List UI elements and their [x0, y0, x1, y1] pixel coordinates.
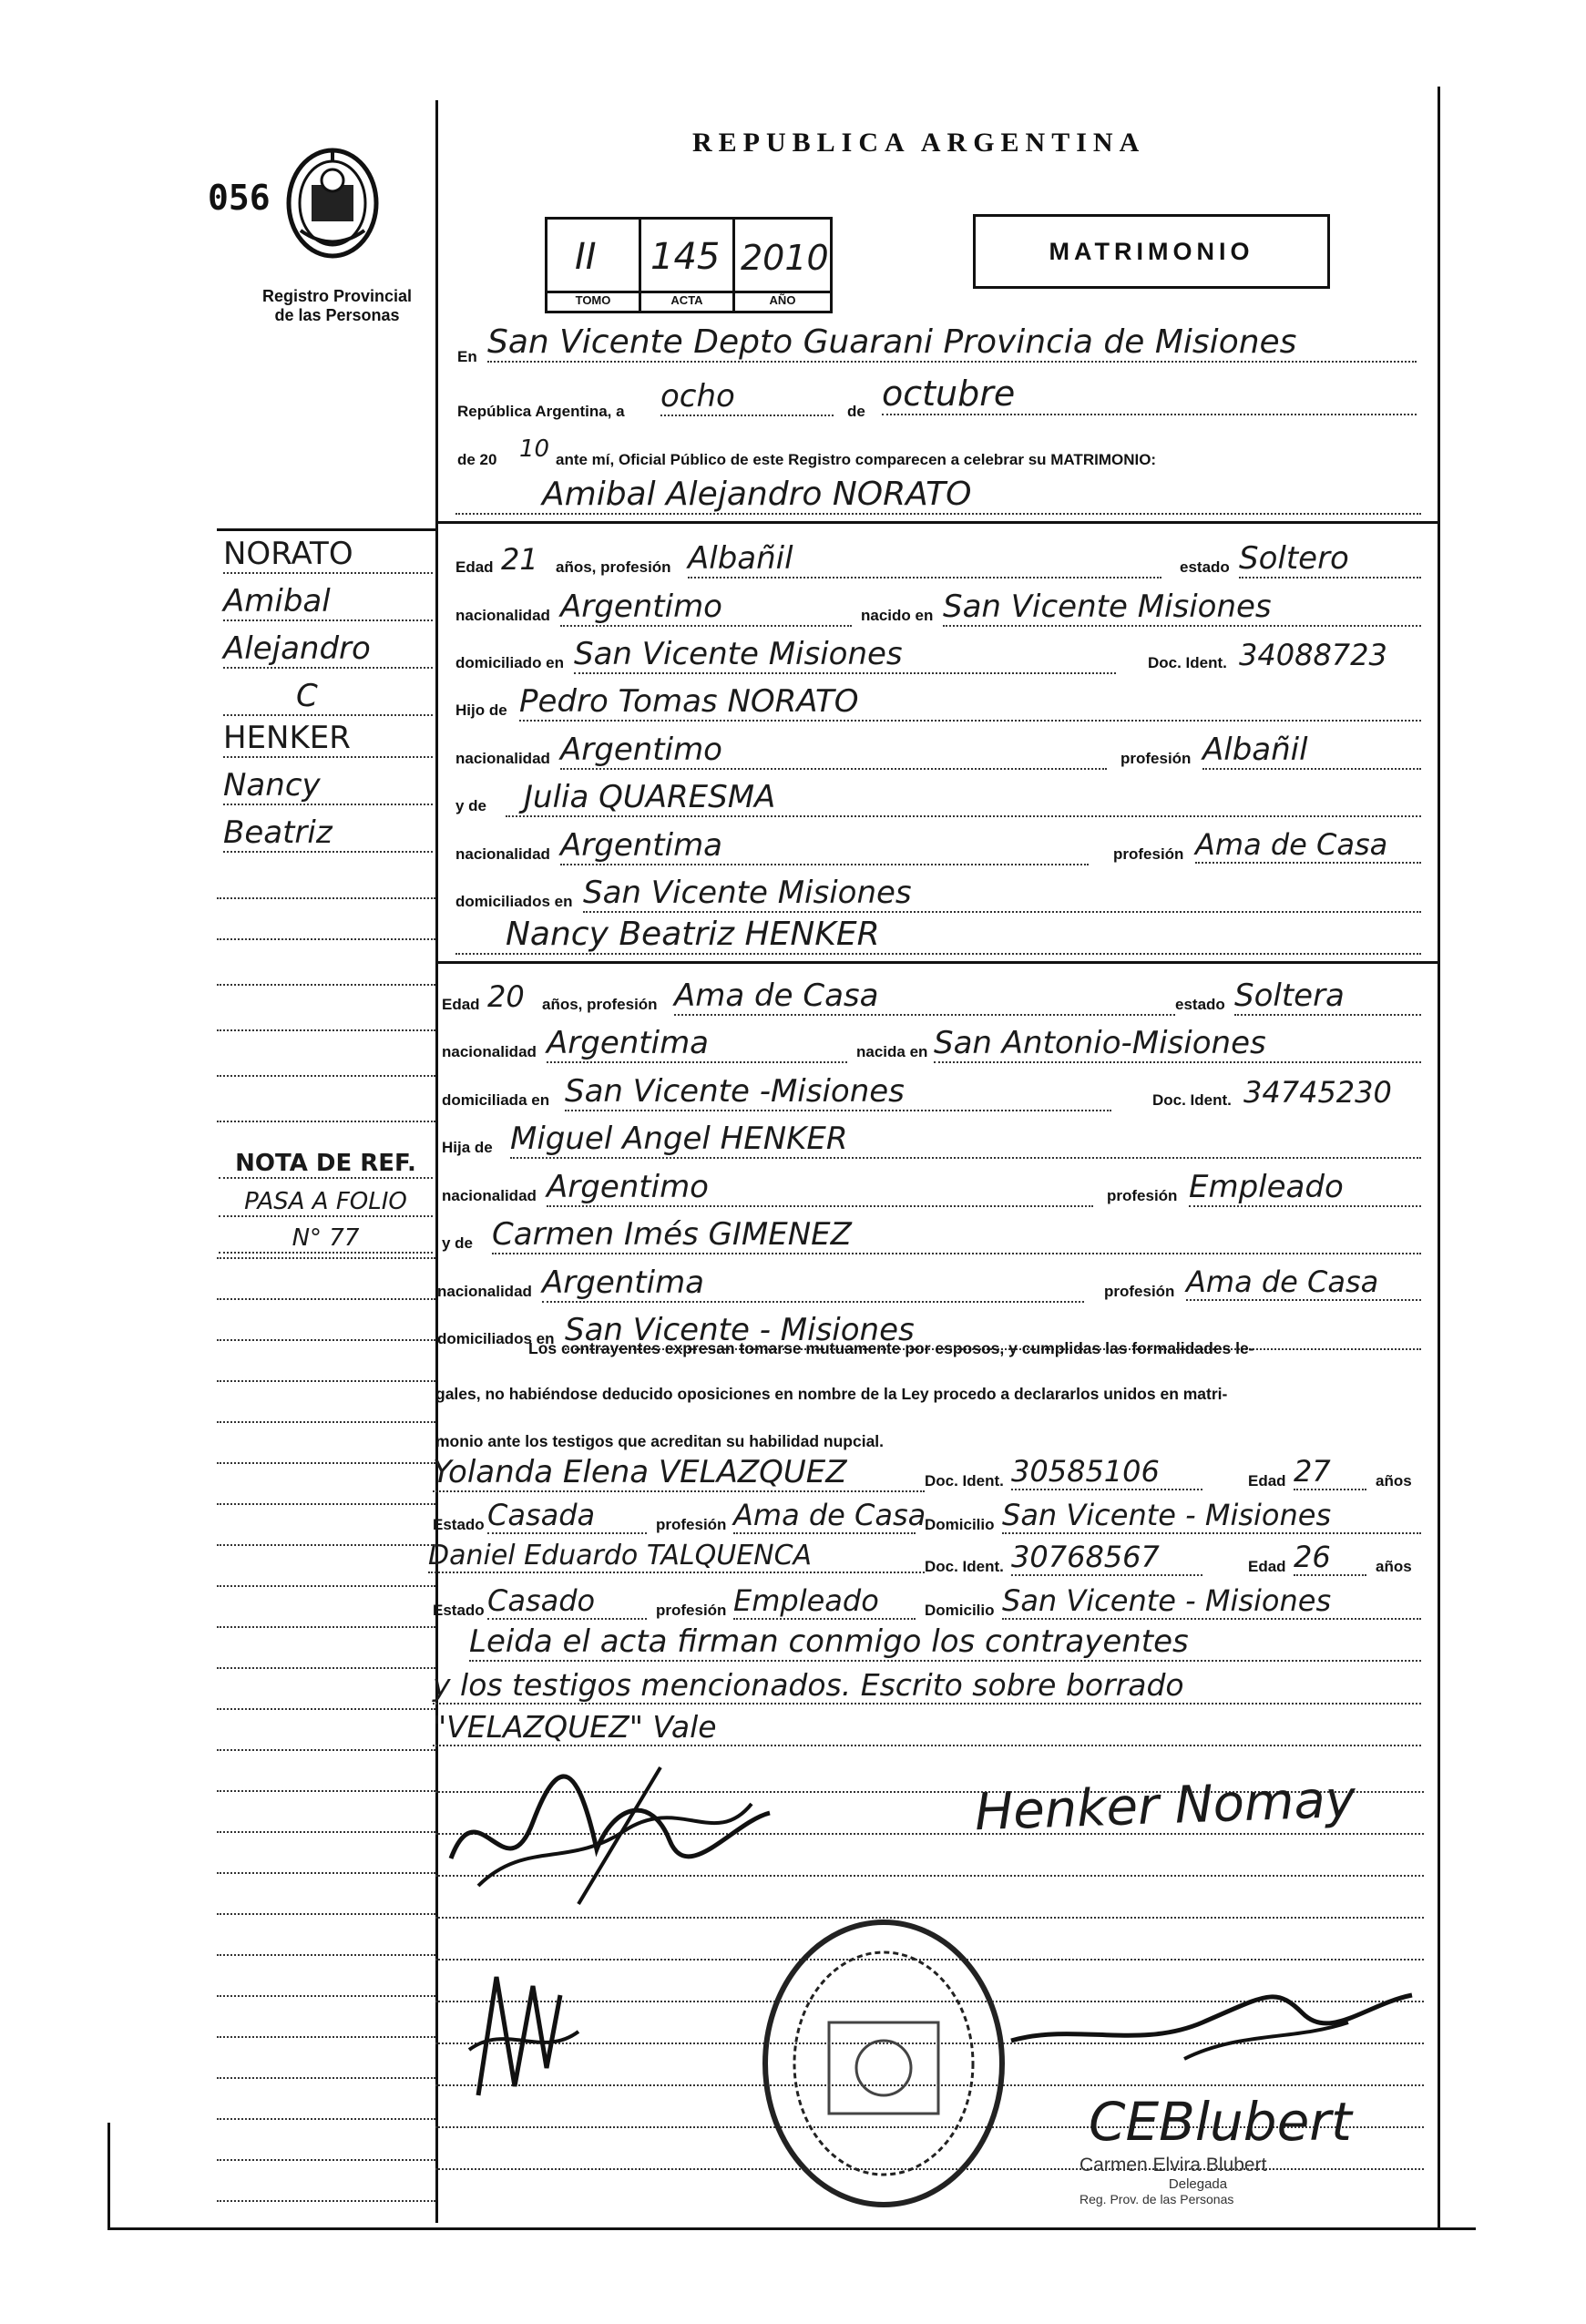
groom-row-domicilio — [428, 638, 1421, 683]
groom-doc-value: 34088723 — [1239, 638, 1387, 672]
groom-padres-dom-label: domiciliados en — [455, 893, 573, 910]
witness1-domicilio-value: San Vicente - Misiones — [1002, 1498, 1421, 1534]
groom-row-mother-nac — [428, 829, 1421, 875]
month-value: octubre — [882, 374, 1417, 415]
groom-edad-value: 21 — [501, 542, 538, 577]
bride-row-mother-nac — [428, 1266, 1421, 1312]
bride-father-nac-value: Argentimo — [547, 1169, 1093, 1207]
groom-row-edad — [428, 542, 1421, 588]
groom-anos-profesion-label: años, profesión — [556, 558, 671, 576]
witness1-domicilio-label: Domicilio — [925, 1516, 995, 1533]
sidebar-name-6: Nancy — [223, 767, 433, 805]
groom-mother-prof-label: profesión — [1113, 845, 1184, 863]
tomo-value: II — [575, 236, 597, 278]
bride-father-prof-label: profesión — [1107, 1187, 1178, 1204]
bride-anos-profesion-label: años, profesión — [542, 996, 658, 1013]
witness-signature-icon — [460, 1959, 588, 2104]
officer-caption-line1: Carmen Elvira Blubert — [1080, 2155, 1267, 2176]
bride-name-rule — [435, 961, 1438, 964]
bride-hija-label: Hija de — [442, 1139, 493, 1156]
acta-label: ACTA — [641, 291, 732, 307]
de-label: de — [847, 403, 865, 420]
witness2-name-value: Daniel Eduardo TALQUENCA — [428, 1540, 925, 1573]
bride-mother-value: Carmen Imés GIMENEZ — [492, 1216, 1421, 1254]
closing-line3: "VELAZQUEZ" Vale — [433, 1709, 1421, 1746]
groom-father-nac-label: nacionalidad — [455, 750, 550, 767]
groom-nacido-value: San Vicente Misiones — [943, 589, 1421, 627]
witness2-edad-label: Edad — [1248, 1558, 1286, 1575]
groom-mother-nac-label: nacionalidad — [455, 845, 550, 863]
registrar-flourish-icon — [1002, 1959, 1421, 2068]
witness2-profesion-label: profesión — [656, 1602, 727, 1619]
witness1-edad-label: Edad — [1248, 1472, 1286, 1490]
groom-mother-nac-value: Argentima — [560, 827, 1089, 865]
bride-mother-prof-value: Ama de Casa — [1186, 1264, 1421, 1301]
witness2-domicilio-label: Domicilio — [925, 1602, 995, 1619]
bride-father-nac-label: nacionalidad — [442, 1187, 537, 1204]
groom-mother-prof-value: Ama de Casa — [1195, 827, 1421, 864]
sidebar-name-5: HENKER — [223, 720, 433, 758]
groom-row-father-nac — [428, 733, 1421, 779]
intro-text: ante mí, Oficial Público de este Registro comparecen a celebrar su MATRIMONIO: — [556, 451, 1157, 468]
groom-name-rule — [435, 521, 1438, 524]
anio-cell — [735, 220, 830, 311]
officer-caption — [1080, 2155, 1316, 2206]
witness1-estado-value: Casada — [487, 1498, 647, 1534]
official-seal-icon — [756, 1913, 1011, 2214]
witness2-row-name — [428, 1541, 1421, 1587]
sidebar-note-line1: NOTA DE REF. — [219, 1150, 433, 1179]
groom-padres-dom-value: San Vicente Misiones — [583, 875, 1421, 913]
groom-edad-label: Edad — [455, 558, 494, 576]
sidebar-top-rule — [217, 528, 437, 531]
bride-yde-label: y de — [442, 1234, 474, 1252]
bride-row-hija — [428, 1122, 1421, 1168]
bride-edad-label: Edad — [442, 996, 480, 1013]
groom-father-prof-label: profesión — [1120, 750, 1192, 767]
bride-row-mother — [428, 1218, 1421, 1264]
document-type-label: MATRIMONIO — [1049, 237, 1254, 265]
en-label: En — [457, 348, 477, 365]
witness2-anos-label: años — [1376, 1558, 1412, 1575]
sidebar-note — [219, 1150, 433, 1254]
provincial-coat-of-arms-icon — [282, 144, 383, 262]
declaration-line1: Los contrayentes expresan tomarse mutuamente por esposos, y cumplidas las formalidades le- — [528, 1339, 1254, 1357]
bride-padres-dom-label: domiciliados en — [437, 1330, 555, 1347]
place-value: San Vicente Depto Guarani Provincia de Misiones — [487, 323, 1417, 363]
record-box — [545, 217, 833, 313]
sidebar-name-2: Amibal — [223, 583, 433, 621]
bride-doc-value: 34745230 — [1243, 1075, 1392, 1110]
bride-row-domicilio — [428, 1075, 1421, 1121]
groom-full-name: Amibal Alejandro NORATO — [455, 476, 1421, 515]
officer-caption-line2: Delegada — [1168, 2176, 1228, 2192]
bride-mother-prof-label: profesión — [1104, 1283, 1175, 1300]
groom-profesion-value: Albañil — [688, 540, 1161, 578]
witness1-row-estado — [428, 1500, 1421, 1545]
tomo-label: TOMO — [547, 291, 639, 307]
witness2-doc-label: Doc. Ident. — [925, 1558, 1004, 1575]
tomo-cell — [547, 220, 641, 311]
bride-row-father-nac — [428, 1171, 1421, 1216]
groom-nacionalidad-label: nacionalidad — [455, 607, 550, 624]
groom-yde-label: y de — [455, 797, 487, 814]
acta-value: 145 — [650, 236, 721, 278]
declaration-line3: monio ante los testigos que acreditan su habilidad nupcial. — [435, 1432, 885, 1450]
witness2-profesion-value: Empleado — [733, 1583, 916, 1620]
registry-name-line2: de las Personas — [274, 306, 400, 324]
bride-estado-label: estado — [1175, 996, 1225, 1013]
bride-estado-value: Soltera — [1234, 978, 1421, 1016]
groom-estado-value: Soltero — [1239, 540, 1421, 578]
groom-doc-label: Doc. Ident. — [1148, 654, 1227, 671]
sidebar-note-line3: N° 77 — [219, 1224, 433, 1254]
sidebar-name-7: Beatriz — [223, 814, 433, 853]
bride-mother-nac-value: Argentima — [542, 1264, 1084, 1303]
officer-caption-line3: Reg. Prov. de las Personas — [1080, 2192, 1234, 2206]
groom-nacionalidad-value: Argentimo — [560, 589, 852, 627]
groom-nacido-label: nacido en — [861, 607, 934, 624]
bride-mother-nac-label: nacionalidad — [437, 1283, 532, 1300]
republica-label: República Argentina, a — [457, 403, 625, 420]
bride-row-nacionalidad — [428, 1027, 1421, 1072]
bride-domicilio-value: San Vicente -Misiones — [565, 1073, 1111, 1111]
witness1-doc-label: Doc. Ident. — [925, 1472, 1004, 1490]
witness2-edad-value: 26 — [1294, 1540, 1366, 1576]
groom-row-nacionalidad — [428, 590, 1421, 636]
witness2-domicilio-value: San Vicente - Misiones — [1002, 1583, 1421, 1620]
groom-mother-value: Julia QUARESMA — [506, 779, 1421, 817]
anio-value: 2010 — [741, 238, 829, 278]
groom-father-prof-value: Albañil — [1202, 732, 1421, 770]
witness1-name-value: Yolanda Elena VELAZQUEZ — [433, 1454, 925, 1492]
declaration-line2: gales, no habiéndose deducido oposiciones en nombre de la Ley procedo a declararlos unidos en matri- — [435, 1385, 1228, 1403]
groom-father-value: Pedro Tomas NORATO — [519, 683, 1421, 722]
bride-doc-label: Doc. Ident. — [1152, 1091, 1232, 1109]
witness1-estado-label: Estado — [433, 1516, 485, 1533]
outer-left-line — [107, 2123, 110, 2230]
groom-signature-icon — [442, 1749, 779, 1913]
closing-line2: y los testigos mencionados. Escrito sobre borrado — [433, 1667, 1421, 1705]
groom-father-nac-value: Argentimo — [560, 732, 1107, 770]
groom-estado-label: estado — [1180, 558, 1230, 576]
bride-father-prof-value: Empleado — [1189, 1169, 1421, 1207]
witness1-anos-label: años — [1376, 1472, 1412, 1490]
witness2-estado-label: Estado — [433, 1602, 485, 1619]
bride-edad-value: 20 — [487, 979, 525, 1014]
country-title: REPUBLICA ARGENTINA — [692, 128, 1146, 158]
bottom-border-line — [109, 2227, 1476, 2230]
witness1-profesion-value: Ama de Casa — [733, 1498, 926, 1532]
document-type-box — [973, 214, 1330, 289]
bride-nacida-value: San Antonio-Misiones — [934, 1025, 1421, 1063]
witness1-edad-value: 27 — [1294, 1454, 1366, 1490]
bride-row-edad — [428, 979, 1421, 1025]
bride-domiciliada-label: domiciliada en — [442, 1091, 550, 1109]
officer-signature: CEBlubert — [1089, 2091, 1352, 2153]
anio-label: AÑO — [735, 291, 830, 307]
closing-line1: Leida el acta firman conmigo los contrayentes — [469, 1623, 1421, 1662]
sidebar-name-4: C — [223, 678, 433, 716]
witness2-estado-value: Casado — [487, 1583, 647, 1620]
witness1-doc-value: 30585106 — [1011, 1454, 1202, 1490]
witness1-row-name — [428, 1456, 1421, 1501]
bride-profesion-value: Ama de Casa — [674, 978, 1175, 1016]
sidebar-note-line2: PASA A FOLIO — [219, 1188, 433, 1217]
sidebar-name-3: Alejandro — [223, 630, 433, 669]
bride-signature: Henker Nomay — [973, 1769, 1356, 1843]
acta-cell — [641, 220, 735, 311]
groom-hijo-label: Hijo de — [455, 701, 507, 719]
sidebar-name-1: NORATO — [223, 536, 433, 574]
groom-row-hijo — [428, 685, 1421, 731]
groom-row-mother — [428, 781, 1421, 826]
bride-padres-dom-value: San Vicente - Misiones — [565, 1312, 1421, 1350]
bride-nacionalidad-label: nacionalidad — [442, 1043, 537, 1060]
year-prefix: de 20 — [457, 451, 497, 468]
registry-name-line1: Registro Provincial — [261, 287, 413, 305]
bride-nacionalidad-value: Argentima — [547, 1025, 847, 1063]
bride-nacida-label: nacida en — [856, 1043, 928, 1060]
bride-full-name: Nancy Beatriz HENKER — [455, 916, 1421, 955]
groom-domiciliado-label: domiciliado en — [455, 654, 565, 671]
folio-number: 056 — [208, 178, 271, 218]
year-suffix: 10 — [519, 435, 550, 463]
witness1-profesion-label: profesión — [656, 1516, 727, 1533]
witness2-doc-value: 30768567 — [1011, 1540, 1202, 1576]
right-margin-line — [1438, 87, 1440, 2227]
day-value: ocho — [660, 378, 834, 416]
groom-domicilio-value: San Vicente Misiones — [574, 636, 1116, 674]
registry-name — [246, 287, 428, 325]
bride-father-value: Miguel Angel HENKER — [510, 1121, 1421, 1159]
